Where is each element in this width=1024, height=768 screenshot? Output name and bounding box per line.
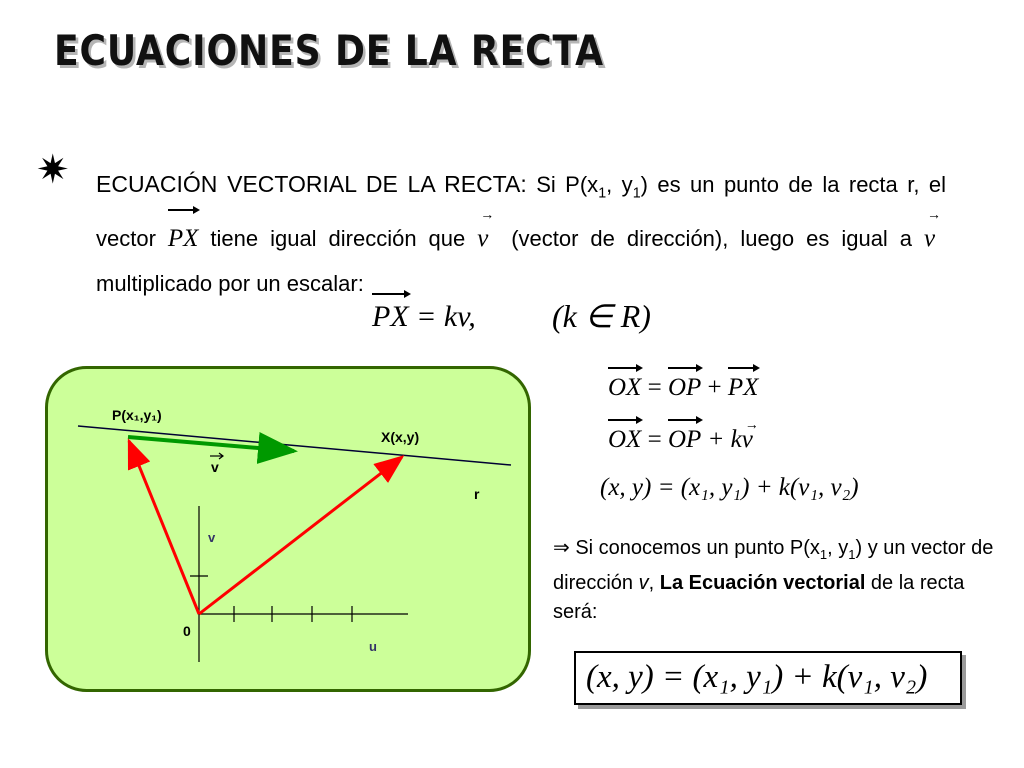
equation-ox-op-px: OX = OP + PX	[608, 374, 758, 402]
page-title: ECUACIONES DE LA RECTA	[54, 26, 604, 75]
bullet-star-icon: ✷	[36, 148, 70, 192]
implies-arrow-icon: ⇒	[553, 537, 570, 559]
label-v-axis: v	[208, 530, 216, 545]
label-origin: 0	[183, 623, 191, 639]
conclusion-note: ⇒ Si conocemos un punto $P(x_1$, $y_1$) y un vector de dirección v, La Ecuación vectorial de la recta será:	[553, 537, 994, 623]
equation-coordinates: (x, y) = (x₁, y₁) + k(v₁, v₂)	[600, 474, 859, 501]
boxed-equation: (x, y) = (x₁, y₁) + k(v₁, v₂)	[574, 651, 962, 705]
vector-v-2: → v	[924, 208, 942, 253]
label-v-vector: v	[211, 459, 219, 475]
vector-px: PX	[168, 216, 199, 261]
intro-paragraph: ECUACIÓN VECTORIAL DE LA RECTA: Si $P(x_1$, $y_1$) es un punto de la recta r, el vector PX tiene igual dirección que → v (vector de dirección), luego es igual a → v multiplicado por un escalar:	[96, 171, 946, 297]
vector-v: → v	[477, 208, 495, 253]
label-p: P(x₁,y₁)	[112, 407, 162, 423]
vector-diagram	[45, 366, 531, 692]
label-u-axis: u	[369, 639, 377, 654]
label-x: X(x,y)	[381, 429, 420, 445]
paragraph-heading: ECUACIÓN VECTORIAL DE LA RECTA:	[96, 171, 527, 197]
main-equation: PX = kv,	[372, 300, 476, 334]
main-equation-condition: (k ∈ R)	[552, 298, 651, 334]
equation-ox-op-kv: OX = OP + k → v	[608, 418, 759, 453]
label-r: r	[474, 486, 480, 502]
